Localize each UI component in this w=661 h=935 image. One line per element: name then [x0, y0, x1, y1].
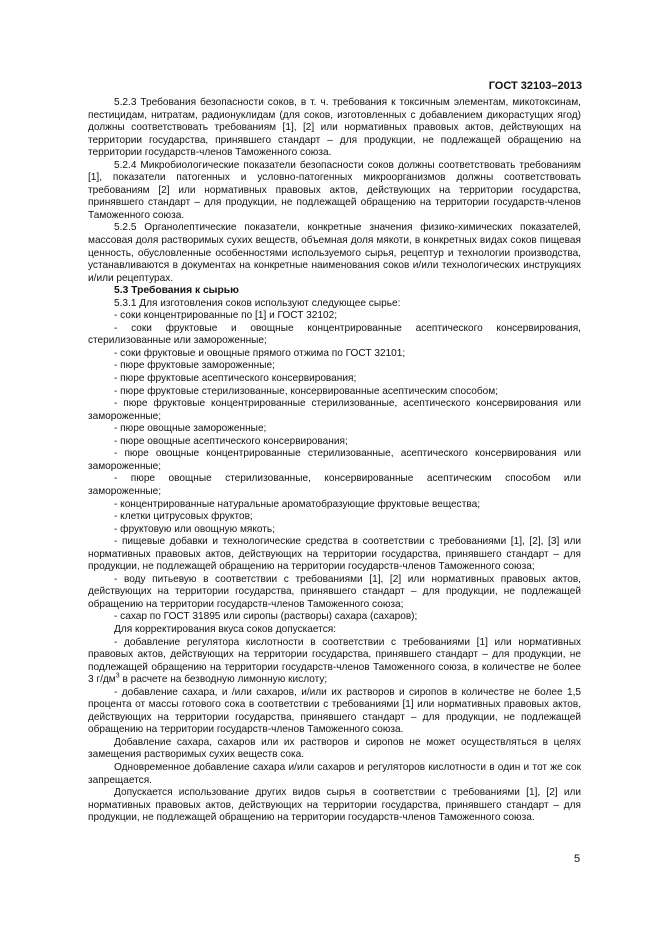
paragraph-5-2-5: 5.2.5 Органолептические показатели, конкретные значения физико-химических показателей, массовая доля растворимых сухих веществ, объемная доля мякоти, в конкретных видах соков пищевая ценность, обусловленные особенностями используемого сырья, рецептур и технологии производства, устанавливаются в документах на конкретные наименования соков и/или технологических инструкциях и/или рецептурах.: [88, 222, 581, 284]
paragraph-5-2-4: 5.2.4 Микробиологические показатели безопасности соков должны соответствовать требованиям [1], показатели патогенных и условно-патогенных микроорганизмов должны соответствовать требованиям [2] или нормативных правовых актов, действующих на территории государства, принявшего стандарт – для продукции, не подлежащей обращению на территории государств-членов Таможенного союза.: [88, 159, 581, 221]
paragraph-simultaneous-note: Одновременное добавление сахара и/или сахаров и регуляторов кислотности в один и тот же сок запрещается.: [88, 761, 581, 786]
section-heading-5-3: 5.3 Требования к сырью: [114, 285, 239, 297]
list-item-raw-material: - пищевые добавки и технологические средства в соответствии с требованиями [1], [2], [3] или нормативных правовых актов, действующих на территории государства, принявшего стандарт – для продукции, не подлежащей обращению на территории государств-членов Таможенного союза;: [88, 536, 581, 573]
list-item-raw-material: - пюре овощные концентрированные стерилизованные, асептического консервирования или замороженные;: [88, 448, 581, 472]
paragraph-other-raw-note: Допускается использование других видов сырья в соответствии с требованиями [1], [2] или нормативных правовых актов, действующих на территории государства, принявшего стандарт – для продукции, не подлежащей обращению на территории государств-членов Таможенного союза.: [88, 787, 581, 824]
list-item-raw-material: - соки концентрированные по [1] и ГОСТ 32102;: [114, 310, 338, 322]
paragraph-5-3-1: 5.3.1 Для изготовления соков используют следующее сырье:: [114, 297, 401, 309]
list-item-acidity-regulator: [88, 637, 581, 687]
acidity-text: - добавление регулятора кислотности в соответствии с требованиями [1] или нормативных правовых актов, действующих на территории государства, принявшего стандарт – для продукции, не подлежащей обращению на территории государств-членов Таможенного союза, в количестве не более 3 г/дм: [88, 636, 581, 686]
list-item-raw-material: - пюре фруктовые стерилизованные, консервированные асептическим способом;: [114, 385, 499, 397]
list-item-raw-material: - пюре овощные стерилизованные, консервированные асептическим способом или замороженные;: [88, 473, 581, 497]
paragraph-5-2-3: 5.2.3 Требования безопасности соков, в т. ч. требования к токсичным элементам, микотоксинам, пестицидам, нитратам, радионуклидам (для соков, изготовленных с добавлением дикорастущих ягод) должны соответствовать требованиям [1], [2] или нормативных правовых актов, действующих на территории государства, принявшего стандарт – для продукции, не подлежащей обращению на территории государств-членов Таможенного союза.: [88, 97, 581, 159]
list-item-raw-material: - пюре фруктовые замороженные;: [114, 360, 275, 372]
superscript-cubic: 3: [115, 672, 120, 680]
document-body: [88, 97, 581, 825]
page-number: 5: [574, 853, 581, 865]
list-item-raw-material: - пюре овощные асептического консервирования;: [114, 435, 348, 447]
list-item-raw-material: - воду питьевую в соответствии с требованиями [1], [2] или нормативных правовых актов, действующих на территории государства, принявшего стандарт – для продукции, не подлежащей обращению на территории государств-членов Таможенного союза;: [88, 573, 581, 610]
list-item-raw-material: - пюре фруктовые асептического консервирования;: [114, 373, 357, 385]
list-item-raw-material: - клетки цитрусовых фруктов;: [114, 511, 253, 523]
list-item-raw-material: - соки фруктовые и овощные концентрированные асептического консервирования, стерилизованные или замороженные;: [88, 322, 581, 347]
list-item-raw-material: - фруктовую или овощную мякоть;: [114, 523, 275, 535]
list-item-raw-material: - пюре фруктовые концентрированные стерилизованные, асептического консервирования или замороженные;: [88, 398, 581, 422]
acidity-text-end: в расчете на безводную лимонную кислоту;: [119, 674, 328, 686]
list-item-raw-material: - соки фруктовые и овощные прямого отжима по ГОСТ 32101;: [114, 347, 406, 359]
list-item-raw-material: - концентрированные натуральные ароматобразующие фруктовые вещества;: [114, 498, 481, 510]
paragraph-sugar-note: Добавление сахара, сахаров или их растворов и сиропов не может осуществляться в целях замещения растворимых сухих веществ сока.: [88, 736, 581, 761]
standard-code-header: ГОСТ 32103–2013: [488, 80, 582, 92]
list-item-sugar-addition: - добавление сахара, и /или сахаров, и/или их растворов и сиропов в количестве не более 1,5 процента от массы готового сока в соответствии с требованиями [1] или нормативных правовых актов, действующих на территории государства, принявшего стандарт – для продукции, не подлежащей обращению на территории государств-членов Таможенного союза.: [88, 686, 581, 736]
list-item-raw-material: - сахар по ГОСТ 31895 или сиропы (растворы) сахара (сахаров);: [114, 611, 418, 623]
list-item-raw-material: - пюре овощные замороженные;: [114, 423, 267, 435]
paragraph-taste-intro: Для корректирования вкуса соков допускается:: [114, 623, 337, 635]
